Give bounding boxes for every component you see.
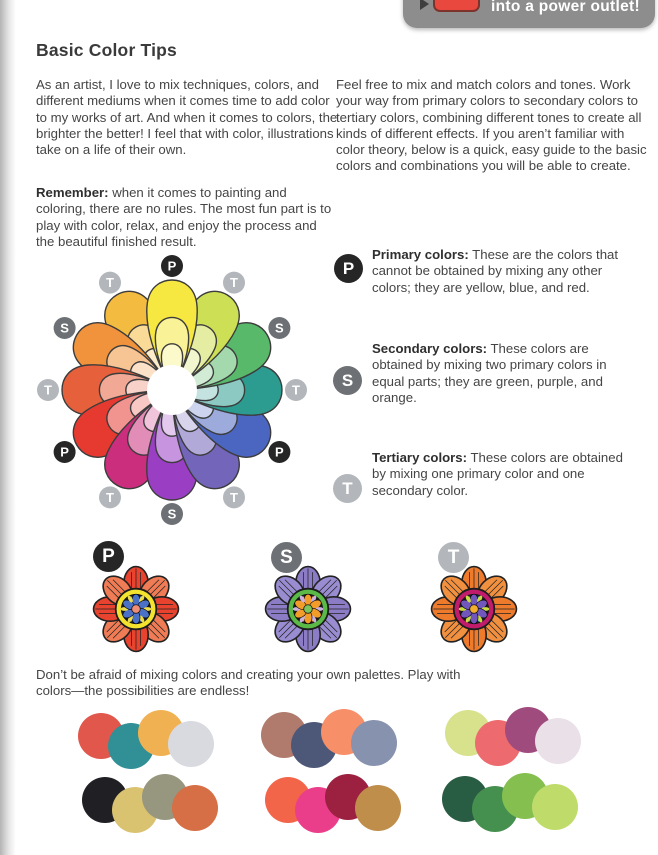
wheel-badge-letter: S [167, 506, 177, 522]
palette-group [78, 713, 214, 759]
page-title: Basic Color Tips [36, 40, 177, 60]
power-plug-icon [433, 0, 480, 12]
secondary-definition [372, 341, 632, 406]
palette-group [265, 777, 401, 823]
wheel-badge-letter: T [292, 382, 300, 398]
flower-secondary-letter: S [280, 546, 293, 568]
primary-definition [372, 247, 632, 296]
palette-dot [168, 721, 214, 767]
flower-center [470, 605, 479, 614]
wheel-badge-letter: T [230, 489, 238, 505]
flower-center [132, 605, 141, 614]
doodle-flower-tertiary [426, 560, 522, 658]
wheel-badge-letter: S [60, 320, 69, 336]
callout-text: into a power outlet! [491, 0, 640, 15]
secondary-badge [333, 366, 362, 395]
primary-label: Primary colors: [372, 247, 469, 262]
palette-group [445, 710, 581, 756]
palette-group [442, 776, 578, 822]
pointer-arrow-icon [420, 0, 429, 10]
intro-paragraph-left: As an artist, I love to mix techniques, colors, and different mediums when it comes time to add color to my works of art. And when it comes to colors, the brighter the better! I feel that with color, illustrations take on a life of their own. [36, 77, 338, 158]
primary-badge-letter: P [342, 258, 355, 278]
primary-text: These are the colors that cannot be obtained by mixing any other colors; they are yellow, blue, and red. [372, 247, 619, 295]
doodle-flower-primary [88, 560, 184, 658]
tertiary-label: Tertiary colors: [372, 450, 468, 465]
secondary-label: Secondary colors: [372, 341, 488, 356]
wheel-badge-letter: P [60, 444, 69, 460]
wheel-badge-letter: S [275, 320, 284, 336]
closing-paragraph: Don’t be afraid of mixing colors and creating your own palettes. Play with colors—the possibilities are endless! [36, 667, 461, 699]
color-wheel-flower [22, 240, 322, 540]
wheel-badge-letter: T [44, 382, 52, 398]
secondary-badge-letter: S [341, 370, 354, 390]
tertiary-badge [333, 474, 362, 503]
wheel-badge-letter: P [275, 444, 284, 460]
remember-text: when it comes to painting and coloring, there are no rules. The most fun part is to play with color, relax, and enjoy the process and the beautiful finished result. [36, 185, 332, 249]
tertiary-definition [372, 450, 632, 499]
page-edge-shadow [0, 0, 16, 855]
palette-dot [172, 785, 218, 831]
intro-paragraph-right: Feel free to mix and match colors and tones. Work your way from primary colors to secondary colors to tertiary colors, combining different tones to create all kinds of different effects. If you aren’t familiar with color theory, below is a quick, easy guide to the basic colors and combinations you will be able to create. [336, 77, 647, 174]
remember-label: Remember: [36, 185, 109, 200]
primary-badge [334, 254, 363, 283]
palette-dot [355, 785, 401, 831]
flower-center [304, 605, 313, 614]
wheel-badge-letter: T [230, 275, 238, 291]
tertiary-badge-letter: T [342, 478, 353, 498]
wheel-badge-letter: T [106, 489, 114, 505]
tertiary-text: These colors are obtained by mixing one primary color and one secondary color. [372, 450, 623, 498]
wheel-badge-letter: P [167, 258, 177, 274]
flower-primary-letter: P [102, 545, 115, 567]
doodle-flower-secondary [260, 560, 356, 658]
wheel-center [147, 365, 197, 415]
palette-dot [351, 720, 397, 766]
callout-banner [403, 0, 655, 28]
palette-dot [535, 718, 581, 764]
palette-dot [532, 784, 578, 830]
palette-group [261, 712, 397, 758]
wheel-badge-letter: T [106, 275, 114, 291]
palette-group [82, 777, 218, 823]
secondary-text: These colors are obtained by mixing two primary colors in equal parts; they are green, purple, and orange. [372, 341, 607, 405]
flower-tertiary-letter: T [447, 546, 460, 568]
